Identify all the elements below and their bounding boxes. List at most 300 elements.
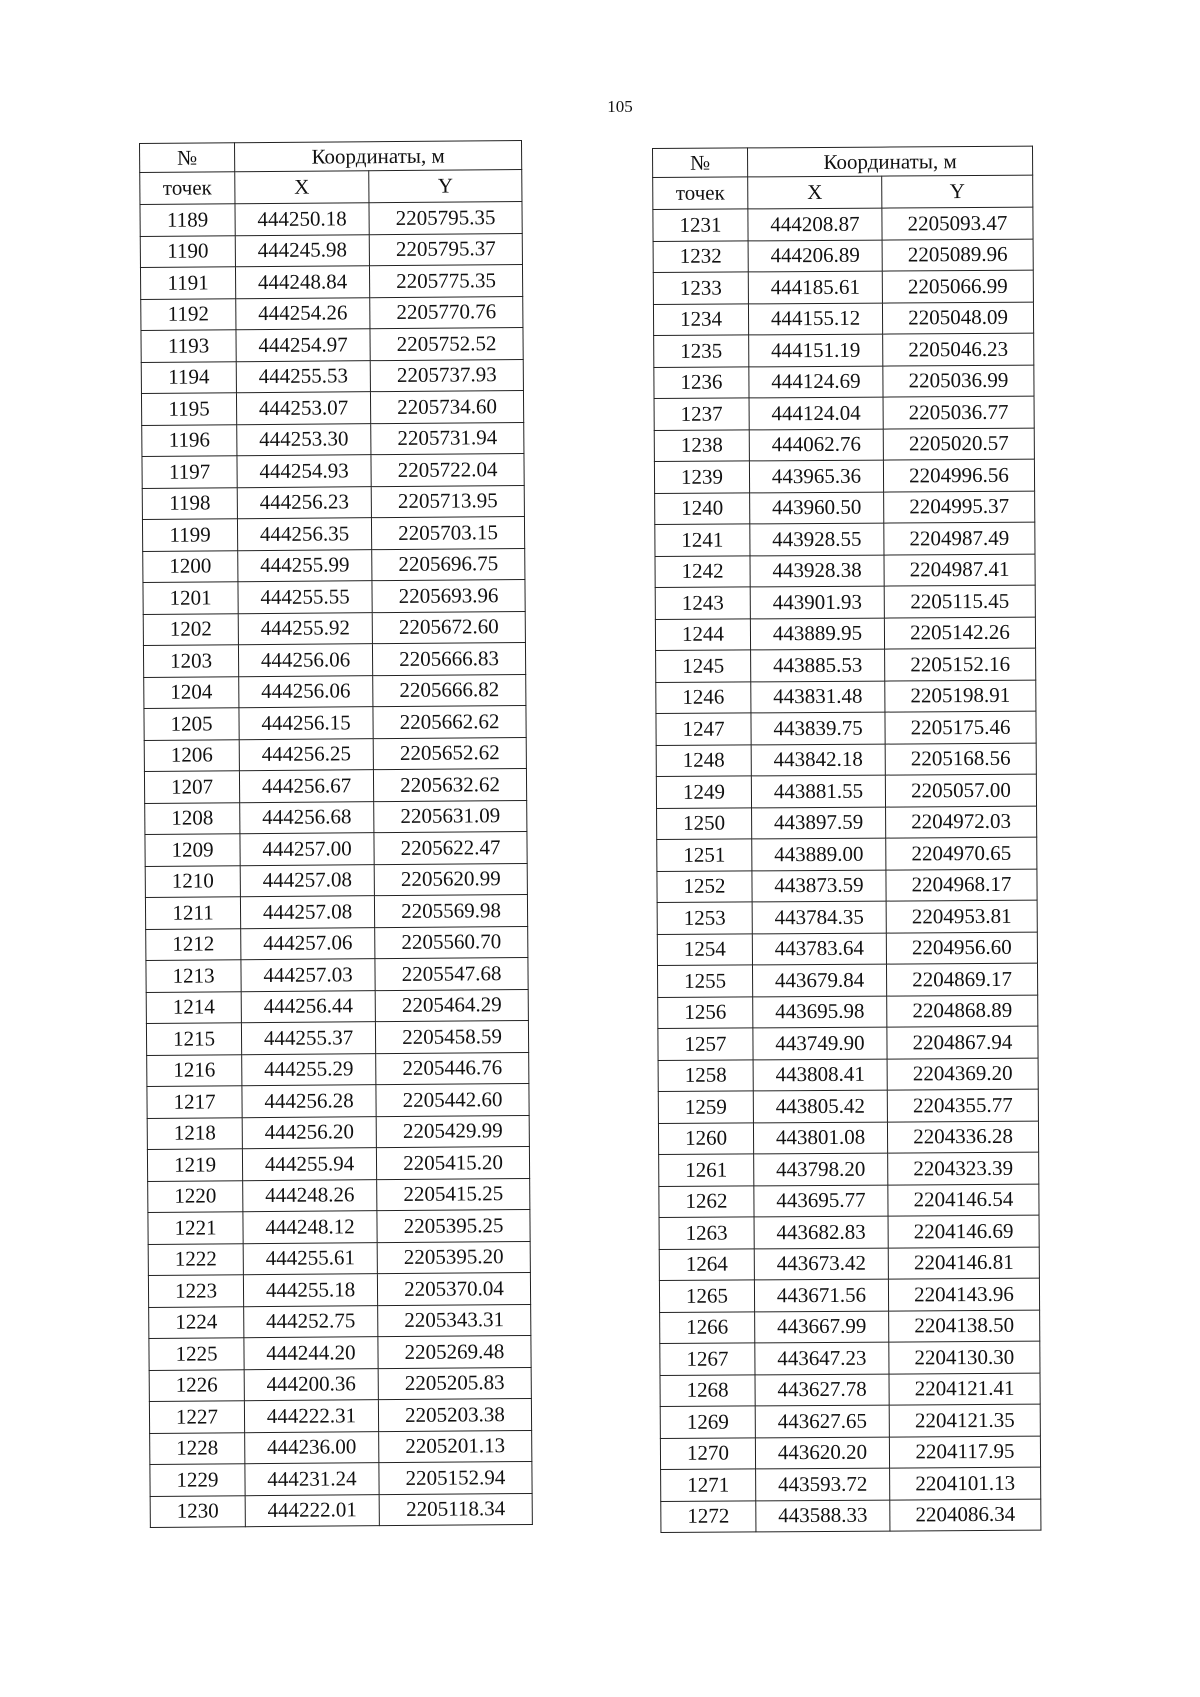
x-coordinate-cell: 444245.98	[235, 234, 369, 267]
point-number-cell: 1199	[142, 519, 237, 551]
point-number-cell: 1212	[146, 928, 241, 960]
point-number-header: №	[653, 148, 748, 178]
table-row	[661, 1499, 1041, 1533]
point-number-cell: 1241	[655, 524, 750, 556]
point-number-cell: 1250	[657, 807, 752, 839]
x-coordinate-cell: 444236.00	[245, 1431, 379, 1464]
x-coordinate-cell: 443901.93	[750, 586, 884, 618]
x-coordinate-cell: 444124.69	[749, 366, 883, 398]
point-number-cell: 1254	[657, 933, 752, 965]
table-row	[140, 201, 522, 235]
point-number-cell: 1244	[655, 618, 750, 650]
point-number-cell: 1218	[147, 1117, 242, 1149]
point-number-cell: 1201	[143, 582, 238, 614]
point-number-cell: 1253	[657, 902, 752, 934]
coordinates-table-left	[139, 140, 533, 1528]
table-row	[145, 800, 527, 834]
x-coordinate-cell: 443805.42	[753, 1090, 887, 1122]
table-row	[653, 239, 1033, 273]
y-coordinate-cell: 2204086.34	[890, 1499, 1041, 1531]
y-coordinate-cell: 2205696.75	[372, 548, 525, 581]
x-coordinate-cell: 444257.06	[241, 927, 375, 960]
point-number-cell: 1190	[140, 235, 235, 267]
x-coordinate-cell: 444256.15	[239, 707, 373, 740]
x-coordinate-cell: 444255.53	[236, 360, 370, 393]
y-coordinate-cell: 2204996.56	[883, 459, 1034, 491]
x-coordinate-cell: 443798.20	[754, 1153, 888, 1185]
y-coordinate-cell: 2204101.13	[890, 1467, 1041, 1499]
x-coordinate-cell: 444256.23	[237, 486, 371, 519]
x-coordinate-cell: 444256.20	[242, 1116, 376, 1149]
x-coordinate-cell: 444256.06	[239, 675, 373, 708]
x-coordinate-cell: 443647.23	[755, 1342, 889, 1374]
point-number-cell: 1200	[143, 550, 238, 582]
x-coordinate-cell: 443965.36	[749, 460, 883, 492]
point-number-cell: 1210	[145, 865, 240, 897]
table-row	[149, 1367, 531, 1401]
table-row	[656, 648, 1036, 682]
coordinates-table-right	[652, 146, 1041, 1533]
y-coordinate-cell: 2205115.45	[884, 585, 1035, 617]
x-coordinate-cell: 444208.87	[748, 208, 882, 240]
y-coordinate-cell: 2204968.17	[886, 869, 1037, 901]
x-coordinate-cell: 443889.00	[752, 838, 886, 870]
y-coordinate-cell: 2204970.65	[886, 837, 1037, 869]
table-row	[661, 1467, 1041, 1501]
point-number-cell: 1249	[656, 776, 751, 808]
table-row	[141, 390, 523, 424]
y-coordinate-cell: 2205672.60	[372, 611, 525, 644]
x-coordinate-cell: 443783.64	[752, 933, 886, 965]
x-coordinate-cell: 443671.56	[754, 1279, 888, 1311]
x-coordinate-cell: 443679.84	[752, 964, 886, 996]
table-row	[654, 428, 1034, 462]
point-number-cell: 1255	[657, 965, 752, 997]
point-number-cell: 1209	[145, 834, 240, 866]
y-coordinate-cell: 2205731.94	[371, 422, 524, 455]
x-coordinate-cell: 444062.76	[749, 429, 883, 461]
y-coordinate-cell: 2205703.15	[371, 516, 524, 549]
point-number-header: №	[140, 143, 235, 173]
table-row	[145, 831, 527, 865]
x-column-header: X	[748, 176, 882, 209]
table-row	[655, 491, 1035, 525]
y-coordinate-cell: 2205652.62	[373, 737, 526, 770]
y-coordinate-cell: 2204121.35	[889, 1404, 1040, 1436]
x-coordinate-cell: 443682.83	[754, 1216, 888, 1248]
y-coordinate-cell: 2205795.35	[369, 201, 522, 234]
point-number-cell: 1219	[147, 1149, 242, 1181]
x-coordinate-cell: 444254.93	[237, 455, 371, 488]
table-row	[144, 768, 526, 802]
table-row	[141, 296, 523, 330]
y-coordinate-cell: 2204130.30	[889, 1341, 1040, 1373]
table-row	[657, 963, 1037, 997]
table-row	[147, 1115, 529, 1149]
y-coordinate-cell: 2205036.99	[883, 365, 1034, 397]
y-coordinate-cell: 2205415.20	[376, 1146, 529, 1179]
x-coordinate-cell: 444248.84	[235, 266, 369, 299]
point-number-cell: 1197	[142, 456, 237, 488]
table-row	[148, 1272, 530, 1306]
x-coordinate-cell: 444255.55	[238, 581, 372, 614]
table-row	[653, 270, 1033, 304]
point-number-cell: 1189	[140, 204, 235, 236]
y-coordinate-cell: 2205415.25	[377, 1178, 530, 1211]
y-coordinate-cell: 2205752.52	[370, 327, 523, 360]
x-coordinate-cell: 444255.18	[243, 1274, 377, 1307]
y-coordinate-cell: 2205442.60	[376, 1083, 529, 1116]
x-coordinate-cell: 444185.61	[748, 271, 882, 303]
y-coordinate-cell: 2205662.62	[373, 705, 526, 738]
x-coordinate-cell: 443695.98	[753, 996, 887, 1028]
y-coordinate-cell: 2204143.96	[888, 1278, 1039, 1310]
x-coordinate-cell: 444250.18	[235, 203, 369, 236]
x-coordinate-cell: 443889.95	[750, 618, 884, 650]
point-number-cell: 1262	[659, 1185, 754, 1217]
table-row	[655, 617, 1035, 651]
x-coordinate-cell: 444253.07	[236, 392, 370, 425]
table-row	[146, 989, 528, 1023]
coordinates-header: Координаты, м	[235, 140, 522, 171]
table-row	[145, 894, 527, 928]
table-row	[142, 453, 524, 487]
point-number-cell: 1206	[144, 739, 239, 771]
x-coordinate-cell: 443960.50	[750, 492, 884, 524]
point-number-cell: 1192	[141, 298, 236, 330]
y-coordinate-cell: 2205737.93	[370, 359, 523, 392]
y-coordinate-cell: 2205666.83	[372, 642, 525, 675]
point-number-cell: 1204	[144, 676, 239, 708]
point-number-cell: 1215	[146, 1023, 241, 1055]
point-number-cell: 1256	[658, 996, 753, 1028]
x-coordinate-cell: 443842.18	[751, 744, 885, 776]
y-coordinate-cell: 2205020.57	[883, 428, 1034, 460]
x-coordinate-cell: 444256.06	[238, 644, 372, 677]
table-row	[654, 333, 1034, 367]
point-number-cell: 1243	[655, 587, 750, 619]
x-coordinate-cell: 444255.61	[243, 1242, 377, 1275]
table-row	[140, 264, 522, 298]
x-coordinate-cell: 444256.68	[240, 801, 374, 834]
y-coordinate-cell: 2205547.68	[375, 957, 528, 990]
table-row	[660, 1404, 1040, 1438]
y-coordinate-cell: 2205560.70	[375, 926, 528, 959]
x-coordinate-cell: 444231.24	[245, 1463, 379, 1496]
x-coordinate-cell: 444124.04	[749, 397, 883, 429]
table-row	[146, 1020, 528, 1054]
table-row	[659, 1184, 1039, 1218]
table-row	[655, 554, 1035, 588]
x-coordinate-cell: 444222.31	[244, 1400, 378, 1433]
table-row	[149, 1304, 531, 1338]
table-row	[143, 579, 525, 613]
x-coordinate-cell: 444248.12	[243, 1211, 377, 1244]
point-number-cell: 1252	[657, 870, 752, 902]
y-coordinate-cell: 2204987.49	[884, 522, 1035, 554]
x-coordinate-cell: 444248.26	[243, 1179, 377, 1212]
x-coordinate-cell: 444254.97	[236, 329, 370, 362]
table-row	[658, 1026, 1038, 1060]
point-number-cell: 1246	[656, 681, 751, 713]
x-coordinate-cell: 444257.00	[240, 833, 374, 866]
point-number-cell: 1261	[659, 1154, 754, 1186]
table-row	[145, 863, 527, 897]
y-coordinate-cell: 2205201.13	[379, 1430, 532, 1463]
y-coordinate-cell: 2205198.91	[885, 680, 1036, 712]
coordinates-header: Координаты, м	[748, 146, 1033, 177]
x-coordinate-cell: 443695.77	[754, 1185, 888, 1217]
table-row	[660, 1436, 1040, 1470]
point-number-cell: 1271	[661, 1469, 756, 1501]
table-row	[657, 932, 1037, 966]
x-column-header: X	[235, 171, 369, 204]
point-number-cell: 1269	[660, 1406, 755, 1438]
x-coordinate-cell: 444256.28	[242, 1085, 376, 1118]
table-row	[660, 1341, 1040, 1375]
x-coordinate-cell: 444256.35	[237, 518, 371, 551]
y-coordinate-cell: 2205395.25	[377, 1209, 530, 1242]
x-coordinate-cell: 443673.42	[754, 1248, 888, 1280]
table-row	[660, 1373, 1040, 1407]
y-coordinate-cell: 2205795.37	[369, 233, 522, 266]
y-coordinate-cell: 2205142.26	[884, 617, 1035, 649]
x-coordinate-cell: 444253.30	[237, 423, 371, 456]
point-number-cell: 1194	[141, 361, 236, 393]
table-row	[147, 1052, 529, 1086]
point-number-cell: 1245	[656, 650, 751, 682]
point-number-cell: 1237	[654, 398, 749, 430]
x-coordinate-cell: 444222.01	[245, 1494, 379, 1527]
y-coordinate-cell: 2204369.20	[887, 1058, 1038, 1090]
y-coordinate-cell: 2205205.83	[378, 1367, 531, 1400]
y-column-header: Y	[882, 175, 1033, 208]
y-coordinate-cell: 2205118.34	[379, 1493, 532, 1526]
y-coordinate-cell: 2205057.00	[885, 774, 1036, 806]
table-row	[147, 1146, 529, 1180]
y-coordinate-cell: 2204867.94	[887, 1026, 1038, 1058]
y-coordinate-cell: 2205458.59	[375, 1020, 528, 1053]
table-row	[655, 585, 1035, 619]
x-coordinate-cell: 443627.78	[755, 1374, 889, 1406]
x-coordinate-cell: 444256.25	[239, 738, 373, 771]
point-number-cell: 1265	[659, 1280, 754, 1312]
point-number-cell: 1258	[658, 1059, 753, 1091]
y-coordinate-cell: 2205693.96	[372, 579, 525, 612]
point-number-cell: 1207	[144, 771, 239, 803]
table-row	[150, 1461, 532, 1495]
table-row	[140, 233, 522, 267]
x-coordinate-cell: 443839.75	[751, 712, 885, 744]
table-row	[150, 1493, 532, 1527]
x-coordinate-cell: 444155.12	[748, 303, 882, 335]
point-number-cell: 1263	[659, 1217, 754, 1249]
point-number-cell: 1230	[150, 1495, 245, 1527]
x-coordinate-cell: 443620.20	[755, 1437, 889, 1469]
x-coordinate-cell: 444255.94	[242, 1148, 376, 1181]
y-coordinate-cell: 2205152.16	[885, 648, 1036, 680]
y-coordinate-cell: 2205093.47	[882, 207, 1033, 239]
x-coordinate-cell: 444255.29	[242, 1053, 376, 1086]
point-number-cell: 1231	[653, 209, 748, 241]
table-row	[658, 1089, 1038, 1123]
x-coordinate-cell: 443593.72	[756, 1468, 890, 1500]
table-row	[654, 396, 1034, 430]
point-number-cell: 1238	[654, 429, 749, 461]
y-coordinate-cell: 2205203.38	[378, 1398, 531, 1431]
table-row	[654, 365, 1034, 399]
y-coordinate-cell: 2205152.94	[379, 1461, 532, 1494]
table-row	[656, 711, 1036, 745]
x-coordinate-cell: 443808.41	[753, 1059, 887, 1091]
x-coordinate-cell: 444256.67	[239, 770, 373, 803]
point-number-cell: 1217	[147, 1086, 242, 1118]
table-row	[659, 1278, 1039, 1312]
y-coordinate-cell: 2205632.62	[373, 768, 526, 801]
y-coordinate-cell: 2205089.96	[882, 239, 1033, 271]
table-row	[656, 680, 1036, 714]
point-number-cell: 1191	[140, 267, 235, 299]
y-coordinate-cell: 2204972.03	[886, 806, 1037, 838]
y-coordinate-cell: 2205168.56	[885, 743, 1036, 775]
point-number-cell: 1208	[145, 802, 240, 834]
table-row	[660, 1310, 1040, 1344]
x-coordinate-cell: 444206.89	[748, 240, 882, 272]
point-number-cell: 1224	[149, 1306, 244, 1338]
table-row	[146, 957, 528, 991]
table-row	[659, 1247, 1039, 1281]
x-coordinate-cell: 444254.26	[236, 297, 370, 330]
x-coordinate-cell: 443784.35	[752, 901, 886, 933]
x-coordinate-cell: 444200.36	[244, 1368, 378, 1401]
table-row	[141, 359, 523, 393]
point-number-cell: 1205	[144, 708, 239, 740]
point-number-cell: 1257	[658, 1028, 753, 1060]
table-row	[656, 774, 1036, 808]
y-coordinate-cell: 2204138.50	[889, 1310, 1040, 1342]
point-number-cell: 1272	[661, 1500, 756, 1532]
table-row	[657, 900, 1037, 934]
x-coordinate-cell: 443928.55	[750, 523, 884, 555]
table-row	[149, 1398, 531, 1432]
y-column-header: Y	[369, 169, 522, 202]
table-row	[149, 1335, 531, 1369]
point-number-cell: 1264	[659, 1248, 754, 1280]
table-row	[148, 1241, 530, 1275]
point-number-cell: 1239	[654, 461, 749, 493]
table-row	[143, 611, 525, 645]
table-row	[656, 743, 1036, 777]
table-row	[657, 869, 1037, 903]
point-number-cell: 1228	[150, 1432, 245, 1464]
point-number-cell: 1222	[148, 1243, 243, 1275]
y-coordinate-cell: 2205343.31	[378, 1304, 531, 1337]
y-coordinate-cell: 2205569.98	[374, 894, 527, 927]
table-row	[142, 422, 524, 456]
y-coordinate-cell: 2204146.81	[888, 1247, 1039, 1279]
y-coordinate-cell: 2205370.04	[377, 1272, 530, 1305]
y-coordinate-cell: 2205722.04	[371, 453, 524, 486]
y-coordinate-cell: 2204146.69	[888, 1215, 1039, 1247]
x-coordinate-cell: 444257.08	[240, 896, 374, 929]
table-row	[655, 522, 1035, 556]
point-number-cell: 1234	[653, 303, 748, 335]
x-coordinate-cell: 443627.65	[755, 1405, 889, 1437]
y-coordinate-cell: 2205666.82	[373, 674, 526, 707]
table-row	[147, 1083, 529, 1117]
y-coordinate-cell: 2204336.28	[887, 1121, 1038, 1153]
y-coordinate-cell: 2205734.60	[370, 390, 523, 423]
table-row	[144, 737, 526, 771]
point-number-cell: 1232	[653, 240, 748, 272]
y-coordinate-cell: 2205713.95	[371, 485, 524, 518]
y-coordinate-cell: 2205048.09	[882, 302, 1033, 334]
point-number-cell: 1226	[149, 1369, 244, 1401]
x-coordinate-cell: 443749.90	[753, 1027, 887, 1059]
x-coordinate-cell: 443873.59	[752, 870, 886, 902]
y-coordinate-cell: 2205464.29	[375, 989, 528, 1022]
y-coordinate-cell: 2204953.81	[886, 900, 1037, 932]
point-number-cell: 1213	[146, 960, 241, 992]
y-coordinate-cell: 2205036.77	[883, 396, 1034, 428]
y-coordinate-cell: 2204117.95	[889, 1436, 1040, 1468]
point-number-cell: 1259	[658, 1091, 753, 1123]
table-row	[659, 1215, 1039, 1249]
x-coordinate-cell: 443831.48	[751, 681, 885, 713]
table-row	[144, 674, 526, 708]
y-coordinate-cell: 2204987.41	[884, 554, 1035, 586]
point-number-cell: 1235	[654, 335, 749, 367]
y-coordinate-cell: 2205446.76	[376, 1052, 529, 1085]
table-row	[657, 837, 1037, 871]
x-coordinate-cell: 444151.19	[749, 334, 883, 366]
x-coordinate-cell: 443885.53	[751, 649, 885, 681]
point-number-cell: 1251	[657, 839, 752, 871]
point-number-subheader: точек	[140, 172, 235, 205]
point-number-cell: 1203	[143, 645, 238, 677]
point-number-cell: 1268	[660, 1374, 755, 1406]
y-coordinate-cell: 2205046.23	[883, 333, 1034, 365]
y-coordinate-cell: 2205631.09	[374, 800, 527, 833]
table-row	[658, 995, 1038, 1029]
point-number-cell: 1260	[658, 1122, 753, 1154]
table-row	[143, 548, 525, 582]
table-row	[148, 1209, 530, 1243]
point-number-cell: 1233	[653, 272, 748, 304]
y-coordinate-cell: 2204146.54	[888, 1184, 1039, 1216]
table-row	[659, 1152, 1039, 1186]
point-number-cell: 1211	[145, 897, 240, 929]
point-number-cell: 1236	[654, 366, 749, 398]
y-coordinate-cell: 2205770.76	[370, 296, 523, 329]
point-number-cell: 1270	[660, 1437, 755, 1469]
y-coordinate-cell: 2204995.37	[884, 491, 1035, 523]
x-coordinate-cell: 444255.92	[238, 612, 372, 645]
table-row	[142, 485, 524, 519]
table-row	[141, 327, 523, 361]
table-row	[658, 1121, 1038, 1155]
table-row	[653, 302, 1033, 336]
point-number-cell: 1227	[149, 1401, 244, 1433]
point-number-cell: 1229	[150, 1464, 245, 1496]
point-number-cell: 1223	[148, 1275, 243, 1307]
point-number-cell: 1193	[141, 330, 236, 362]
point-number-cell: 1221	[148, 1212, 243, 1244]
x-coordinate-cell: 443928.38	[750, 555, 884, 587]
point-number-cell: 1202	[143, 613, 238, 645]
y-coordinate-cell: 2205620.99	[374, 863, 527, 896]
x-coordinate-cell: 444256.44	[241, 990, 375, 1023]
